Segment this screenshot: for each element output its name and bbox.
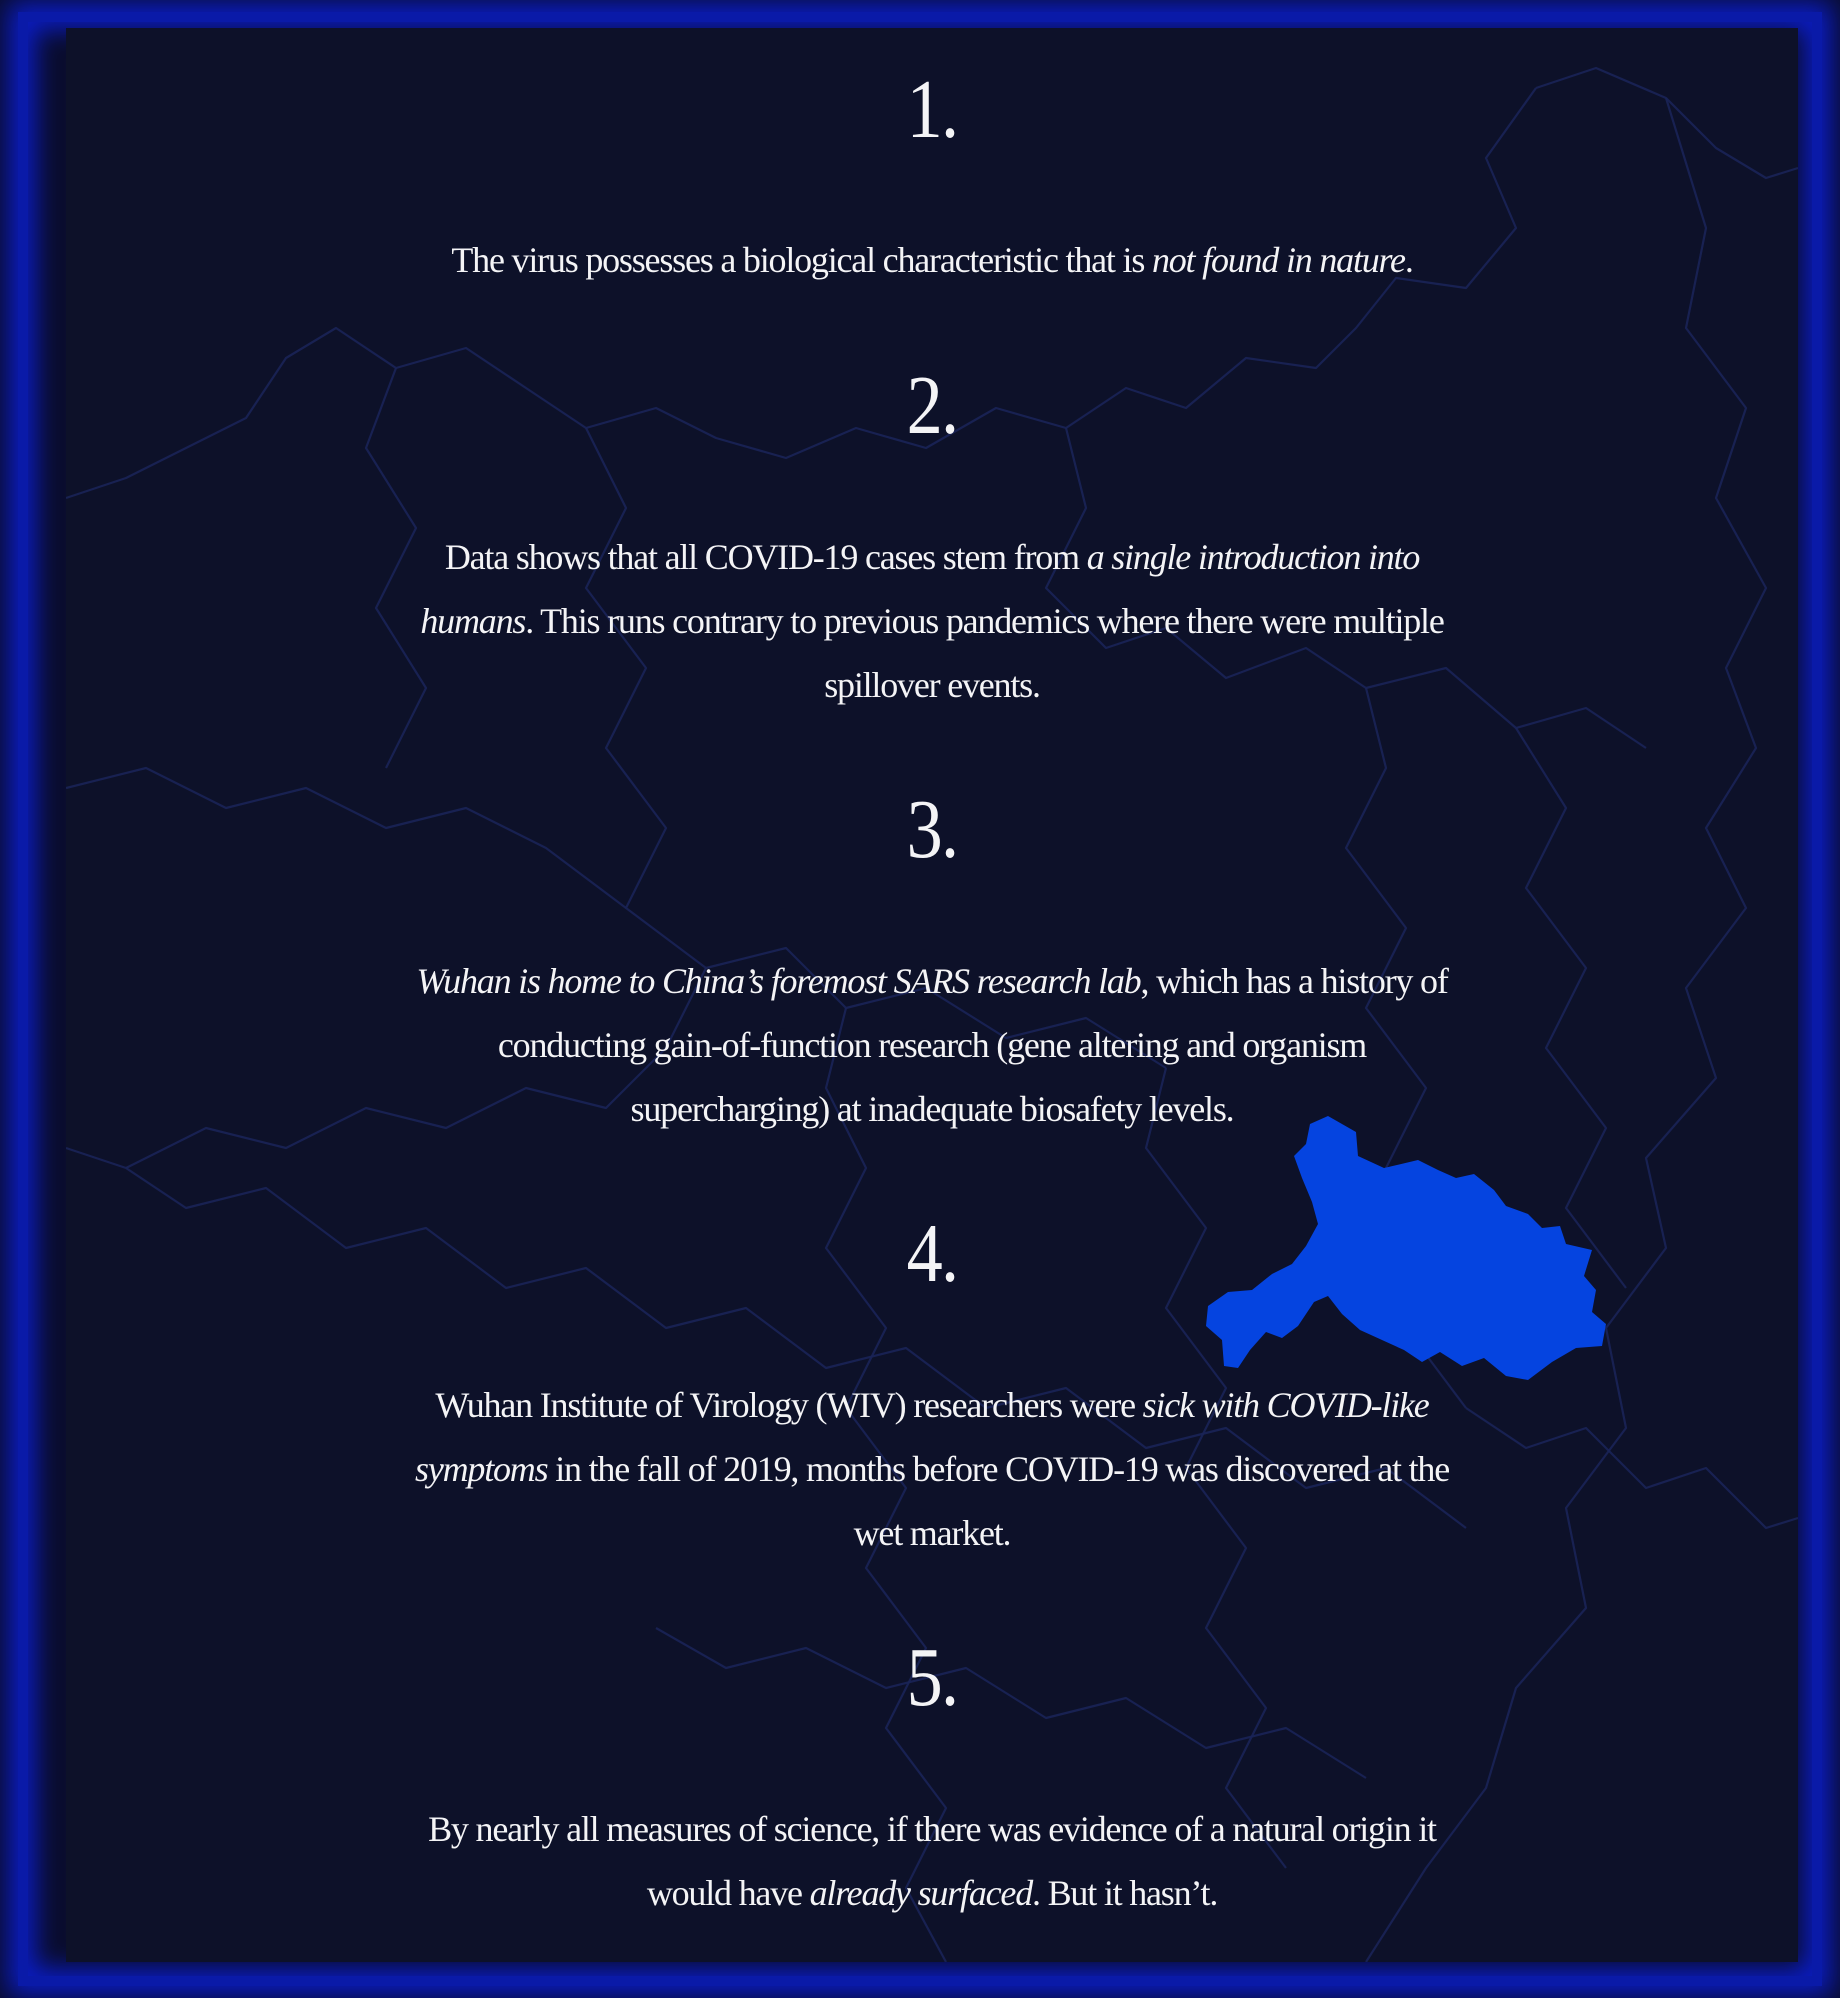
point-5-text-part: . But it hasn’t. — [1032, 1873, 1218, 1913]
point-1-number: 1. — [906, 63, 958, 156]
point-4-number: 4. — [906, 1207, 958, 1300]
point-5-number-wrap — [66, 1630, 1798, 1726]
reasons-list — [66, 28, 1798, 1962]
point-3-number: 3. — [906, 783, 958, 876]
point-1-text-part: . — [1404, 240, 1413, 280]
point-3-number-wrap — [66, 782, 1798, 878]
point-2-number: 2. — [906, 359, 958, 452]
point-2-text-part: . This runs contrary to previous pandemics where there were multiple spillover events. — [525, 601, 1444, 705]
point-4-text-part: in the fall of 2019, months before COVID-19 was discovered at the wet market. — [547, 1449, 1449, 1553]
point-4-text-part: Wuhan Institute of Virology (WIV) researchers were — [435, 1385, 1143, 1425]
point-2-text — [412, 525, 1452, 717]
point-3-text-emphasis: Wuhan is home to China’s foremost SARS research lab — [416, 961, 1141, 1001]
point-1-text-part: The virus possesses a biological characteristic that is — [451, 240, 1152, 280]
point-2-number-wrap — [66, 358, 1798, 454]
point-2-text-part: Data shows that all COVID-19 cases stem from — [444, 537, 1087, 577]
point-5-text — [412, 1797, 1452, 1925]
point-2-text-emphasis: a single introduction into humans — [420, 537, 1420, 641]
point-3-text-part: , which has a history of conducting gain-of-function research (gene altering and organism supercharging) at inadequate biosafety levels. — [497, 961, 1448, 1129]
point-3-text — [412, 949, 1452, 1141]
point-5-text-emphasis: already surfaced — [809, 1873, 1033, 1913]
point-1-text-emphasis: not found in nature — [1151, 240, 1405, 280]
point-4-text — [412, 1373, 1452, 1565]
point-5-text-part: By nearly all measures of science, if there was evidence of a natural origin it would have — [428, 1809, 1436, 1913]
point-4-text-emphasis: sick with COVID-like symptoms — [415, 1385, 1429, 1489]
point-5-number: 5. — [906, 1631, 958, 1724]
point-1-number-wrap — [66, 62, 1798, 158]
content-panel — [66, 28, 1798, 1962]
point-4-number-wrap — [66, 1206, 1798, 1302]
point-1-text — [412, 228, 1452, 292]
